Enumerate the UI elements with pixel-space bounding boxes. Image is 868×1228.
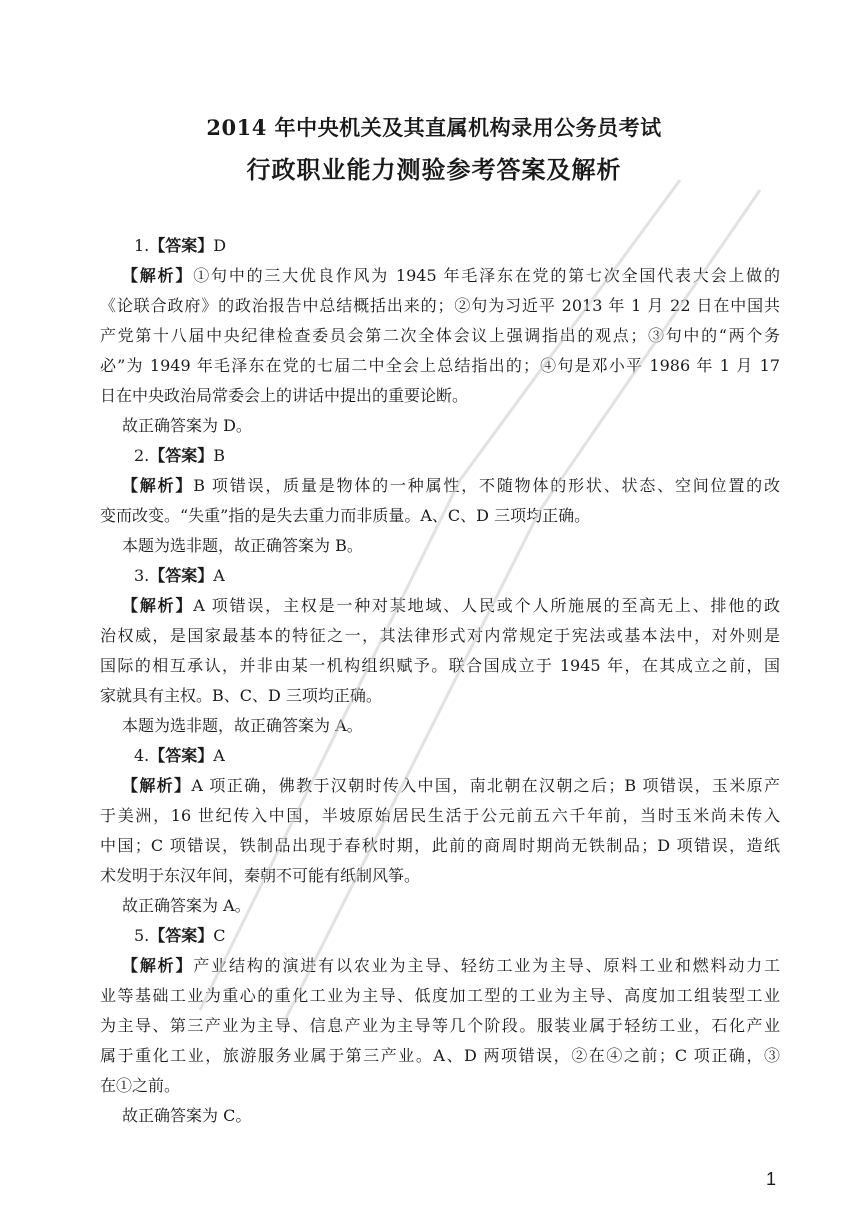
document-title-line2: 行政职业能力测验参考答案及解析 (246, 155, 622, 184)
text-segment: 在①之前。 (100, 1076, 181, 1095)
text-line (100, 321, 780, 351)
text-line (100, 801, 780, 831)
text-segment: 治权威，是国家最基本的特征之一，其法律形式对内常规定于宪法或基本法中，对外则是 (100, 626, 780, 645)
text-line (100, 531, 780, 561)
text-segment: 故正确答案为 D。 (122, 416, 252, 435)
text-segment: 2. (134, 446, 150, 465)
label-bracket: 【答案】 (149, 566, 214, 585)
text-line (100, 351, 780, 381)
text-segment: 于美洲，16 世纪传入中国，半坡原始居民生活于公元前五六千年前，当时玉米尚未传入 (100, 806, 780, 825)
text-line (100, 741, 780, 771)
text-segment: 日在中央政治局常委会上的讲话中提出的重要论断。 (100, 386, 469, 405)
text-line (100, 441, 780, 471)
text-line (100, 831, 780, 861)
text-segment: 1. (134, 236, 150, 255)
text-segment: A (213, 746, 225, 765)
text-segment: A 项正确，佛教于汉朝时传入中国，南北朝在汉朝之后；B 项错误，玉米原产 (191, 776, 780, 795)
label-bracket: 【答案】 (149, 446, 214, 465)
text-line (100, 231, 780, 261)
text-segment: 《论联合政府》的政治报告中总结概括出来的；②句为习近平 2013 年 1 月 22 日在中国共 (100, 296, 780, 315)
text-line (100, 471, 780, 501)
text-segment: 故正确答案为 A。 (122, 896, 251, 915)
text-segment: 中国；C 项错误，铁制品出现于春秋时期，此前的商周时期尚无铁制品；D 项错误，造纸 (100, 836, 780, 855)
text-segment: A (213, 566, 225, 585)
text-segment: 本题为选非题，故正确答案为 A。 (122, 716, 363, 735)
text-segment: 家就具有主权。B、C、D 三项均正确。 (100, 686, 382, 705)
text-segment: 术发明于东汉年间，秦朝不可能有纸制风筝。 (100, 866, 421, 885)
text-line (100, 621, 780, 651)
text-segment: 产党第十八届中央纪律检查委员会第二次全体会议上强调指出的观点；③句中的“两个务 (100, 326, 780, 345)
text-segment: 故正确答案为 C。 (122, 1106, 252, 1125)
text-segment: 必”为 1949 年毛泽东在党的七届二中全会上总结指出的；④句是邓小平 1986 年 1 月 17 (100, 356, 780, 375)
text-line (100, 951, 780, 981)
text-segment: 5. (134, 926, 150, 945)
text-segment: D (213, 236, 227, 255)
text-line (100, 1041, 780, 1071)
text-segment: 为主导、第三产业为主导、信息产业为主导等几个阶段。服装业属于轻纺工业，石化产业 (100, 1016, 780, 1035)
text-line (100, 501, 780, 531)
document-title-line1: 2014 年中央机关及其直属机构录用公务员考试 (206, 115, 662, 140)
text-line (100, 681, 780, 711)
text-line (100, 591, 780, 621)
text-line (100, 1011, 780, 1041)
text-line (100, 651, 780, 681)
label-bracket: 【解析】 (122, 266, 194, 285)
text-segment: 变而改变。“失重”指的是失去重力而非质量。A、C、D 三项均正确。 (100, 506, 591, 525)
label-bracket: 【解析】 (122, 776, 192, 795)
text-segment: B 项错误，质量是物体的一种属性，不随物体的形状、状态、空间位置的改 (193, 476, 780, 495)
text-line (100, 1071, 780, 1101)
text-segment: 产业结构的演进有以农业为主导、轻纺工业为主导、原料工业和燃料动力工 (193, 956, 780, 975)
text-line (100, 981, 780, 1011)
page-number: 1 (765, 1169, 776, 1189)
text-segment: 业等基础工业为重心的重化工业为主导、低度加工型的工业为主导、高度加工组装型工业 (100, 986, 780, 1005)
label-bracket: 【解析】 (122, 956, 194, 975)
text-segment: 3. (134, 566, 150, 585)
text-line (100, 1101, 780, 1131)
label-bracket: 【解析】 (122, 596, 194, 615)
answer-body (100, 231, 780, 1131)
text-segment: 国际的相互承认，并非由某一机构组织赋予。联合国成立于 1945 年，在其成立之前，国 (100, 656, 780, 675)
text-line (100, 261, 780, 291)
text-line (100, 711, 780, 741)
text-line (100, 771, 780, 801)
text-line (100, 891, 780, 921)
text-line (100, 381, 780, 411)
text-line (100, 411, 780, 441)
text-segment: A 项错误，主权是一种对某地域、人民或个人所施展的至高无上、排他的政 (193, 596, 780, 615)
text-segment: C (213, 926, 226, 945)
text-segment: B (213, 446, 226, 465)
text-line (100, 921, 780, 951)
label-bracket: 【答案】 (149, 746, 214, 765)
text-line (100, 561, 780, 591)
text-segment: 4. (134, 746, 150, 765)
text-line (100, 291, 780, 321)
label-bracket: 【答案】 (149, 926, 214, 945)
text-line (100, 861, 780, 891)
text-segment: 属于重化工业，旅游服务业属于第三产业。A、D 两项错误，②在④之前；C 项正确，③ (100, 1046, 780, 1065)
text-segment: 本题为选非题，故正确答案为 B。 (122, 536, 363, 555)
label-bracket: 【解析】 (122, 476, 194, 495)
label-bracket: 【答案】 (149, 236, 214, 255)
text-segment: ①句中的三大优良作风为 1945 年毛泽东在党的第七次全国代表大会上做的 (193, 266, 780, 285)
